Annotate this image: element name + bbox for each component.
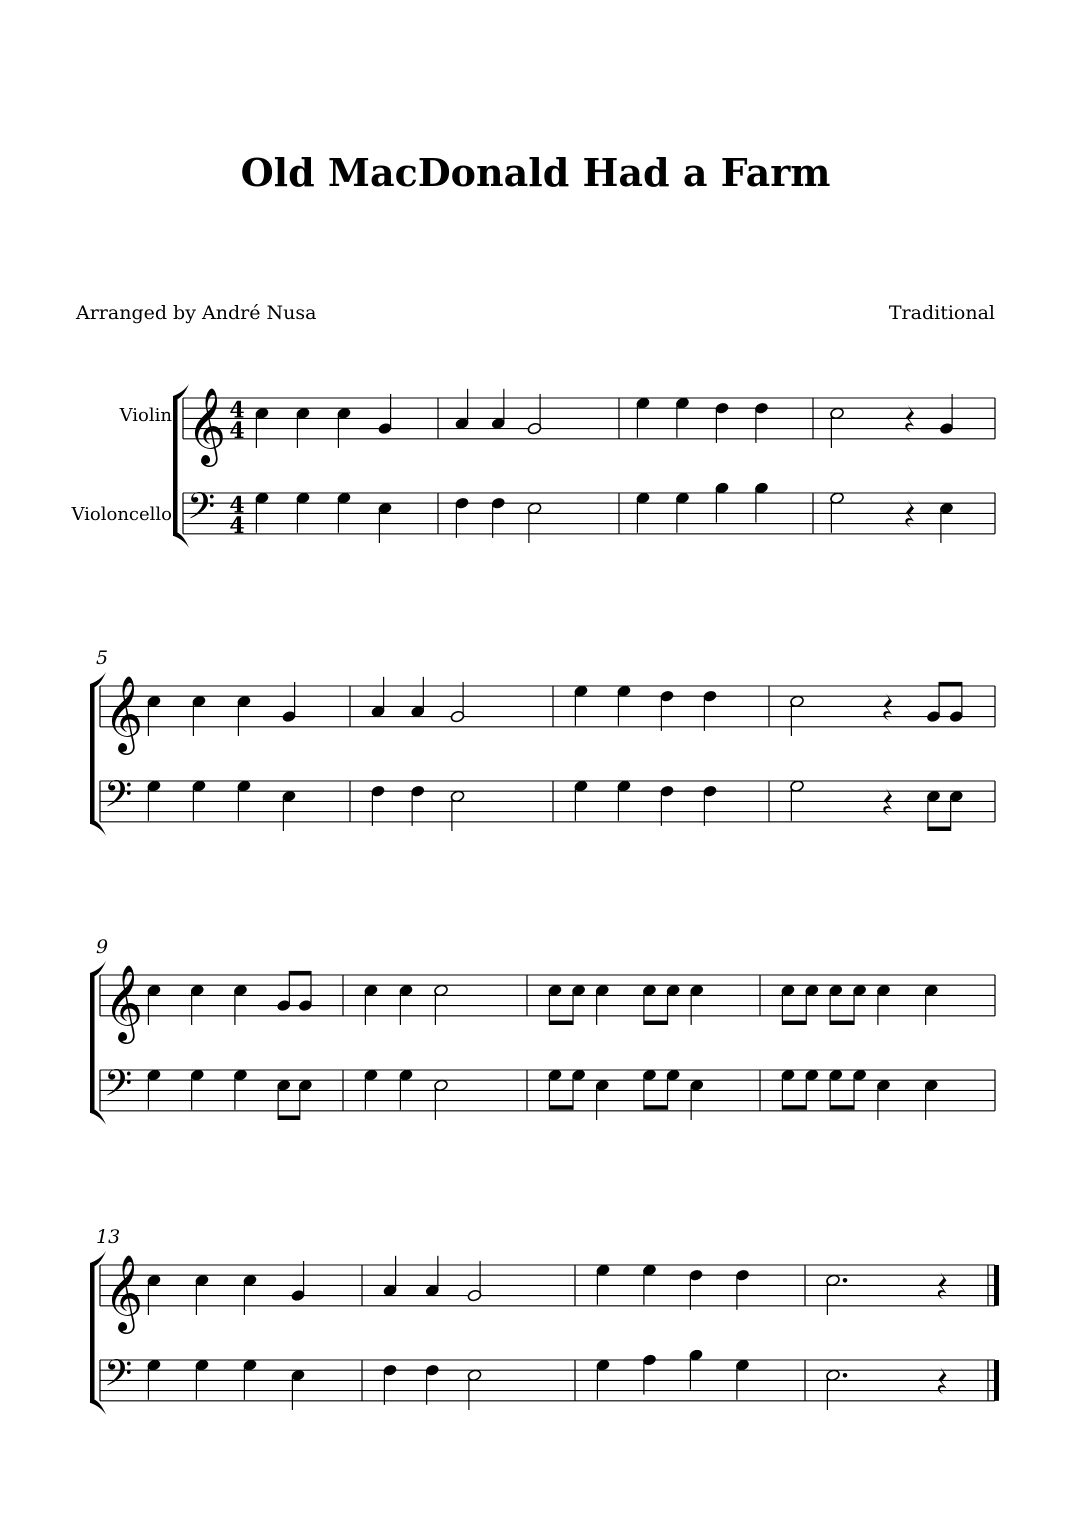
cello-beam [278,1115,300,1120]
cello-beam [549,1105,573,1110]
score-title: Old MacDonald Had a Farm [240,150,831,195]
cello-beam [782,1105,806,1110]
bass-clef-icon: 𝄢 [187,485,216,537]
instrument-name-violoncello: Violoncello [71,504,172,525]
measure-number: 5 [96,647,109,669]
treble-clef-icon: 𝄞 [104,1253,144,1331]
treble-clef-icon: 𝄞 [104,674,144,752]
time-signature-denominator: 4 [229,417,245,444]
violin-beam [830,1020,854,1025]
cello-dot [843,1373,848,1378]
measure-number: 9 [96,936,109,958]
violin-beam [782,1020,806,1025]
treble-clef-icon: 𝄞 [104,963,144,1041]
violin-beam [939,682,962,687]
arranger-credit: Arranged by André Nusa [76,302,317,324]
system-bracket [90,1263,95,1403]
instrument-name-violin: Violin [119,405,172,426]
final-barline [994,1360,999,1401]
system-bracket [90,973,95,1113]
bass-clef-icon: 𝄢 [104,1062,133,1114]
violin-beam [644,1020,668,1025]
measure-number: 13 [96,1226,121,1248]
bass-clef-icon: 𝄢 [104,773,133,825]
system-bracket [173,396,178,536]
bass-clef-icon: 𝄢 [104,1352,133,1404]
time-signature-denominator: 4 [229,512,245,539]
cello-beam [644,1105,668,1110]
cello-beam [830,1105,854,1110]
time-signature-numerator: 4 [229,397,245,424]
system-bracket [90,684,95,824]
violin-dot [843,1278,848,1283]
composer-credit: Traditional [888,302,995,324]
cello-beam [928,826,951,831]
violin-beam [289,971,311,976]
final-barline [994,1265,999,1306]
treble-clef-icon: 𝄞 [187,386,227,464]
violin-beam [549,1020,573,1025]
time-signature-numerator: 4 [229,492,245,519]
